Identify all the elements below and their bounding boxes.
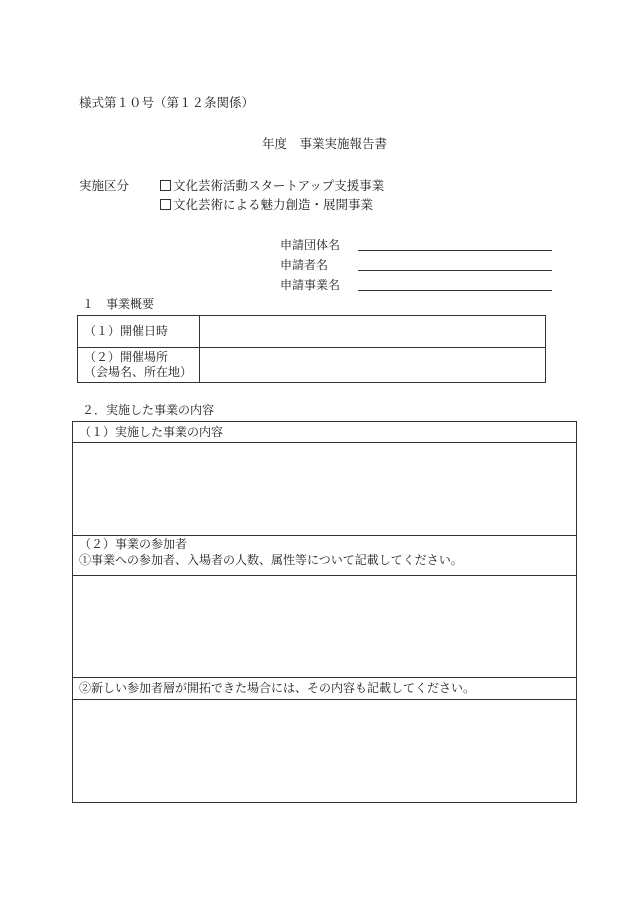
section2-sub1: （１）実施した事業の内容 <box>79 425 224 439</box>
overview-table <box>77 315 546 383</box>
applicant-org-label: 申請団体名 <box>280 238 341 252</box>
overview-venue-label: （２）開催場所 <box>84 350 169 364</box>
applicant-project-field[interactable] <box>358 290 552 291</box>
overview-date-label-cell <box>78 316 200 348</box>
category-option-attraction[interactable] <box>160 199 373 212</box>
participants-field[interactable] <box>73 576 576 677</box>
section2-sub2-item1: ①事業への参加者、入場者の人数、属性等について記載してください。 <box>79 553 463 567</box>
checkbox-icon[interactable] <box>160 199 171 210</box>
overview-venue-value[interactable] <box>200 348 546 383</box>
applicant-project-label: 申請事業名 <box>280 278 341 292</box>
applicant-person-field[interactable] <box>358 270 552 271</box>
overview-date-label: （１）開催日時 <box>84 324 169 338</box>
applicant-org-field[interactable] <box>358 250 552 251</box>
overview-venue-sublabel: （会場名、所在地） <box>84 365 193 379</box>
overview-date-value[interactable] <box>200 316 546 348</box>
section1-heading: １ 事業概要 <box>82 297 155 311</box>
content-box <box>72 421 577 803</box>
form-number: 様式第１０号（第１２条関係） <box>79 95 255 110</box>
overview-venue-label-cell <box>78 348 200 383</box>
divider <box>73 535 576 536</box>
section2-sub2-title: （２）事業の参加者 <box>79 537 188 551</box>
project-content-field[interactable] <box>73 443 576 535</box>
section2-sub2-item2: ②新しい参加者層が開拓できた場合には、その内容も記載してください。 <box>79 681 476 695</box>
checkbox-icon[interactable] <box>160 180 171 191</box>
new-audience-field[interactable] <box>73 700 576 802</box>
category-option-attraction-label: 文化芸術による魅力創造・展開事業 <box>173 197 374 212</box>
applicant-person-label: 申請者名 <box>280 258 329 272</box>
category-label: 実施区分 <box>79 178 130 193</box>
divider <box>73 677 576 678</box>
category-option-startup[interactable] <box>160 180 384 193</box>
section2-heading: ２．実施した事業の内容 <box>82 403 215 417</box>
category-option-startup-label: 文化芸術活動スタートアップ支援事業 <box>173 178 385 193</box>
page-title: 年度 事業実施報告書 <box>262 136 388 151</box>
